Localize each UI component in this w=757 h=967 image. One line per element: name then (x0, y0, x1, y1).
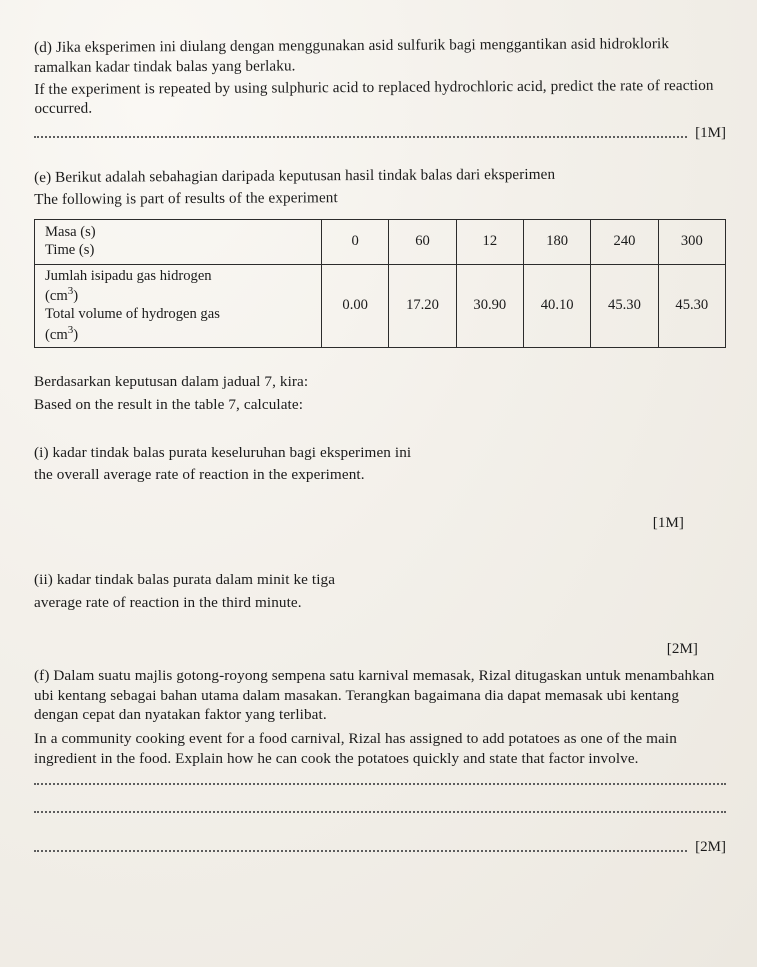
question-f-malay: (f) Dalam suatu majlis gotong-royong sempena satu karnival memasak, Rizal ditugaskan untuk menambahkan ubi kentang sebagai bahan utama dalam masakan. Terangkan bagaimana dia dapat memasak ubi kentang dengan cepat dan nyatakan faktor yang terlibat. (34, 666, 715, 724)
answer-dotted-line[interactable] (34, 136, 687, 138)
question-f (34, 666, 726, 769)
row-label-time-english: Time (s) (45, 241, 95, 258)
question-content (34, 35, 726, 856)
row-label-volume-english-unit: $(cm^3)$ (45, 323, 79, 343)
row-label-volume-malay: Jumlah isipadu gas hidrogen (45, 267, 212, 284)
question-d (34, 34, 726, 119)
question-e-i-english: the overall average rate of reaction in the experiment. (34, 465, 365, 483)
row-label-volume (35, 264, 322, 348)
cell-volume-3: 40.10 (523, 264, 590, 348)
instruction-english: Based on the result in the table 7, calculate: (34, 396, 304, 414)
row-label-time-malay: Masa (s) (45, 223, 96, 240)
cell-volume-0: 0.00 (322, 264, 389, 348)
answer-line-f-3[interactable] (34, 839, 726, 856)
question-d-malay: (d) Jika eksperimen ini diulang dengan menggunakan asid sulfurik bagi menggantikan asid hidroklorik ramalkan kadar tindak balas yang berlaku. (34, 35, 670, 76)
question-e-intro (34, 164, 726, 210)
cell-time-5: 300 (658, 219, 725, 264)
question-e-instruction (34, 372, 726, 415)
answer-line-f-1[interactable] (34, 783, 726, 789)
cell-time-2: 12 (456, 219, 523, 264)
table-row (35, 264, 726, 348)
answer-dotted-line[interactable] (34, 783, 726, 785)
question-e-ii (34, 570, 726, 613)
marks-f: [2M] (695, 838, 726, 855)
answer-line-f-2[interactable] (34, 811, 726, 817)
row-label-volume-malay-unit: $(cm^3)$ (45, 285, 79, 305)
answer-lines-f[interactable] (34, 783, 726, 856)
row-label-time (35, 219, 322, 264)
marks-e-i: [1M] (652, 515, 684, 532)
cell-time-4: 240 (591, 219, 658, 264)
question-e-english: The following is part of results of the experiment (34, 188, 338, 208)
answer-dotted-line[interactable] (34, 811, 726, 813)
cell-time-0: 0 (322, 219, 389, 264)
question-e-i (34, 443, 726, 485)
cell-volume-2: 30.90 (456, 264, 523, 348)
question-e-i-malay: (i) kadar tindak balas purata keseluruhan bagi eksperimen ini (34, 443, 412, 461)
row-label-volume-english: Total volume of hydrogen gas (45, 305, 220, 322)
question-d-english: If the experiment is repeated by using sulphuric acid to replaced hydrochloric acid, predict the rate of reaction occurred. (34, 76, 714, 118)
cell-time-3: 180 (523, 219, 590, 264)
cell-volume-5: 45.30 (658, 264, 725, 348)
question-e-malay: (e) Berikut adalah sebahagian daripada keputusan hasil tindak balas dari eksperimen (34, 165, 556, 186)
answer-dotted-line[interactable] (34, 850, 687, 852)
answer-line-d[interactable] (34, 125, 726, 142)
question-e-ii-english: average rate of reaction in the third minute. (34, 593, 302, 611)
marks-d: [1M] (695, 125, 726, 141)
question-f-english: In a community cooking event for a food carnival, Rizal has assigned to add potatoes as one of the main ingredient in the food. Explain how he can cook the potatoes quickly and state that factor involve. (34, 730, 677, 767)
marks-e-ii: [2M] (666, 641, 698, 658)
cell-volume-4: 45.30 (591, 264, 658, 348)
question-e-ii-malay: (ii) kadar tindak balas purata dalam minit ke tiga (34, 570, 336, 588)
results-table (34, 219, 726, 349)
instruction-malay: Berdasarkan keputusan dalam jadual 7, kira: (34, 373, 309, 391)
cell-time-1: 60 (389, 219, 456, 264)
table-row (35, 219, 726, 264)
cell-volume-1: 17.20 (389, 264, 456, 348)
